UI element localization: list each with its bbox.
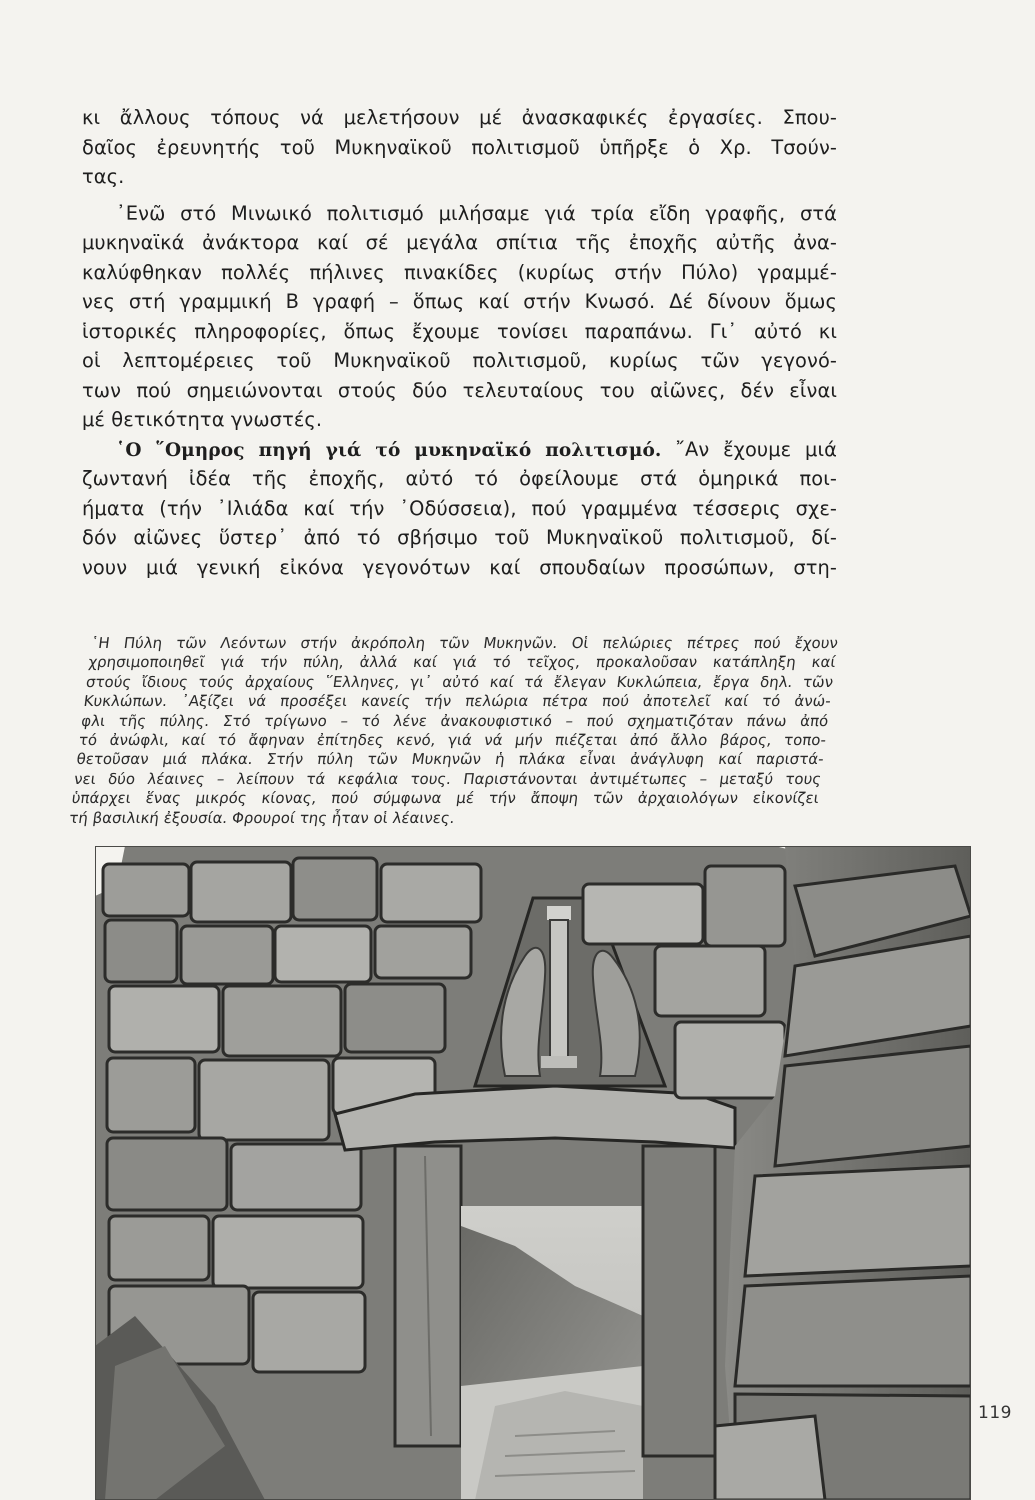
caption-line: χρησιμοποιηθεῖ γιά τήν πύλη, ἀλλά καί γιά τό τεῖχος, προκαλοῦσαν κατάπληξη καί	[87, 653, 837, 672]
body-line: ᾿Ενῶ στό Μινωικό πολιτισμό μιλήσαμε γιά τρία εἴδη γραφῆς, στά	[116, 201, 837, 225]
body-line: μέ θετικότητα γνωστές.	[82, 408, 323, 431]
right-gate-jamb	[643, 1146, 715, 1456]
caption-line: θετοῦσαν μιά πλάκα. Στήν πύλη τῶν Μυκηνῶν ἡ πλάκα εἶναι ἀνάγλυφη καί παριστά-	[75, 750, 825, 769]
caption-line: φλι τῆς πύλης. Στό τρίγωνο – τό λένε ἀνακουφιστικό – πού σχηματιζόταν πάνω ἀπό	[80, 711, 830, 730]
page-number: 119	[978, 1403, 1012, 1423]
section-first-line-rest: ῎Αν ἔχουμε μιά	[675, 437, 837, 461]
body-line: μυκηναϊκά ἀνάκτορα καί σέ μεγάλα σπίτια τῆς ἐποχῆς αὐτῆς ἀνα-	[82, 231, 837, 254]
lion-gate-illustration	[95, 846, 971, 1500]
caption-line: ὑπάρχει ἕνας μικρός κίονας, πού σύμφωνα μέ τήν ἄποψη τῶν ἀρχαιολόγων εἰκονίζει	[70, 789, 820, 808]
section-heading: ῾Ο ῞Ομηρος πηγή γιά τό μυκηναϊκό πολιτισμό.	[116, 439, 662, 461]
body-line: δαῖος ἐρευνητής τοῦ Μυκηναϊκοῦ πολιτισμοῦ ὑπῆρξε ὁ Χρ. Τσούν-	[82, 135, 837, 159]
body-line: νες στή γραμμική Β γραφή – ὅπως καί στήν Κνωσό. Δέ δίνουν ὅμως	[82, 290, 837, 313]
body-line: καλύφθηκαν πολλές πήλινες πινακίδες (κυρίως στήν Πύλο) γραμμέ-	[82, 260, 837, 284]
caption-line: τή βασιλική ἐξουσία. Φρουροί της ἦταν οἱ λέαινες.	[68, 808, 456, 827]
caption-line: τό ἀνώφλι, καί τό ἄφηναν ἐπίτηδες κενό, γιά νά μήν πιέζεται ἀπό ἄλλο βάρος, τοπο-	[77, 730, 828, 749]
caption-line: στούς ἴδιους τούς ἀρχαίους ῞Ελληνες, γι᾿ αὐτό καί τά ἔλεγαν Κυκλώπεια, ἔργα δηλ. τῶν	[85, 672, 835, 691]
body-text	[82, 103, 837, 582]
body-line: οἱ λεπτομέρειες τοῦ Μυκηναϊκοῦ πολιτισμοῦ, κυρίως τῶν γεγονό-	[82, 349, 837, 372]
section-line: ζωντανή ἰδέα τῆς ἐποχῆς, αὐτό τό ὀφείλουμε στά ὁμηρικά ποι-	[82, 467, 837, 490]
section-line: δόν αἰῶνες ὕστερ᾿ ἀπό τό σβήσιμο τοῦ Μυκηναϊκοῦ πολιτισμοῦ, δί-	[82, 526, 837, 549]
caption-line: νει δύο λέαινες – λείπουν τά κεφάλια τους. Παριστάνονται ἀντιμέτωπες – μεταξύ τους	[73, 769, 823, 788]
body-line: κι ἄλλους τόπους νά μελετήσουν μέ ἀνασκαφικές ἐργασίες. Σπου-	[82, 106, 837, 129]
body-line: των πού σημειώνονται στούς δύο τελευταίους του αἰῶνες, δέν εἶναι	[82, 378, 837, 402]
lion-gate-photo	[95, 846, 971, 1500]
caption-line: Κυκλώπων. ᾿Αξίζει νά προσέξει κανείς τήν πελώρια πέτρα πού ἀποτελεῖ καί τό ἀνώ-	[82, 692, 832, 711]
section-first-line	[82, 435, 837, 465]
body-line: τας.	[82, 165, 125, 188]
body-line: ἱστορικές πληροφορίες, ὅπως ἔχουμε τονίσει παραπάνω. Γι᾿ αὐτό κι	[82, 319, 837, 343]
photo-caption	[68, 634, 839, 828]
section-line: νουν μιά γενική εἰκόνα γεγονότων καί σπουδαίων προσώπων, στη-	[82, 555, 837, 579]
caption-line: ῾Η Πύλη τῶν Λεόντων στήν ἀκρόπολη τῶν Μυκηνῶν. Οἱ πελώριες πέτρες πού ἔχουν	[89, 634, 840, 652]
section-line: ήματα (τήν ᾿Ιλιάδα καί τήν ᾿Οδύσσεια), πού γραμμένα τέσσερις σχε-	[82, 496, 837, 520]
